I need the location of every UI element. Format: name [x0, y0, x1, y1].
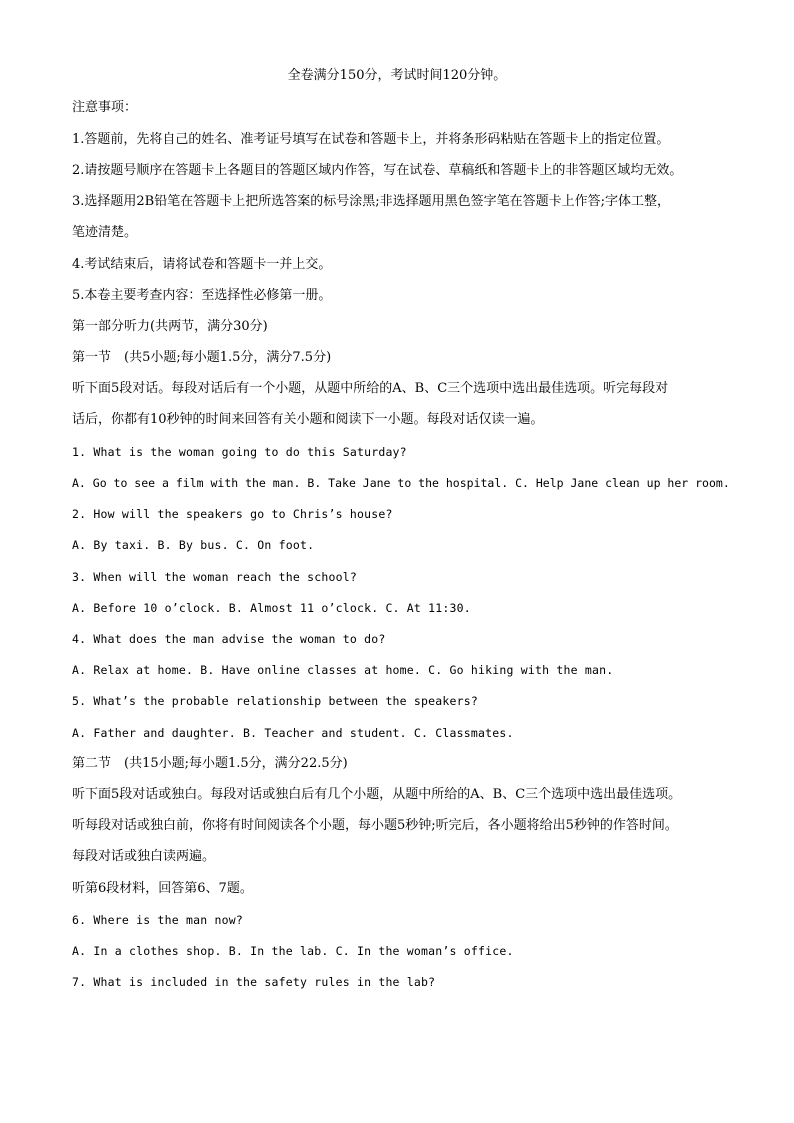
question-5: 5. What’s the probable relationship between the speakers? — [72, 694, 479, 708]
question-4: 4. What does the man advise the woman to do? — [72, 632, 386, 646]
notice-item-3: 3.选择题用2B铅笔在答题卡上把所选答案的标号涂黑;非选择题用黑色签字笔在答题卡上作答;字体工整， — [72, 194, 670, 209]
question-3: 3. When will the woman reach the school? — [72, 570, 357, 584]
notice-title: 注意事项： — [72, 100, 138, 115]
question-6: 6. Where is the man now? — [72, 913, 243, 927]
notice-item-4: 4.考试结束后，请将试卷和答题卡一并上交。 — [72, 257, 332, 272]
question-5-options: A. Father and daughter. B. Teacher and student. C. Classmates. — [72, 726, 514, 740]
section1-title: 第一节 (共5小题;每小题1.5分，满分7.5分) — [72, 350, 332, 365]
section2-instructions-line-1: 听下面5段对话或独白。每段对话或独白后有几个小题，从题中所给的A、B、C三个选项中选出最佳选项。 — [72, 787, 682, 802]
notice-item-3-continued: 笔迹清楚。 — [72, 225, 138, 240]
notice-item-5: 5.本卷主要考查内容：至选择性必修第一册。 — [72, 288, 332, 303]
section2-instructions-line-3: 每段对话或独白读两遍。 — [72, 849, 216, 864]
section2-instructions-line-2: 听每段对话或独白前，你将有时间阅读各个小题，每小题5秒钟;听完后，各小题将给出5秒钟的作答时间。 — [72, 818, 678, 833]
section2-title: 第二节 (共15小题;每小题1.5分，满分22.5分) — [72, 756, 348, 771]
notice-item-1: 1.答题前，先将自己的姓名、准考证号填写在试卷和答题卡上，并将条形码粘贴在答题卡上的指定位置。 — [72, 132, 670, 147]
notice-item-2: 2.请按题号顺序在答题卡上各题目的答题区域内作答，写在试卷、草稿纸和答题卡上的非答题区域均无效。 — [72, 163, 683, 178]
part1-title: 第一部分听力(共两节，满分30分) — [72, 319, 268, 334]
question-2: 2. How will the speakers go to Chris’s house? — [72, 507, 393, 521]
question-1: 1. What is the woman going to do this Saturday? — [72, 445, 407, 459]
question-7: 7. What is included in the safety rules in the lab? — [72, 975, 436, 989]
section1-instructions-line-1: 听下面5段对话。每段对话后有一个小题，从题中所给的A、B、C三个选项中选出最佳选项。听完每段对 — [72, 381, 669, 396]
question-6-options: A. In a clothes shop. B. In the lab. C. In the woman’s office. — [72, 944, 514, 958]
exam-total-info: 全卷满分150分，考试时间120分钟。 — [287, 68, 507, 83]
section1-instructions-line-2: 话后，你都有10秒钟的时间来回答有关小题和阅读下一小题。每段对话仅读一遍。 — [72, 412, 544, 427]
material-6-note: 听第6段材料，回答第6、7题。 — [72, 881, 253, 896]
question-2-options: A. By taxi. B. By bus. C. On foot. — [72, 538, 315, 552]
question-4-options: A. Relax at home. B. Have online classes at home. C. Go hiking with the man. — [72, 663, 614, 677]
question-1-options: A. Go to see a film with the man. B. Take Jane to the hospital. C. Help Jane clean up her room. — [72, 476, 730, 490]
question-3-options: A. Before 10 o’clock. B. Almost 11 o’clock. C. At 11:30. — [72, 601, 471, 615]
